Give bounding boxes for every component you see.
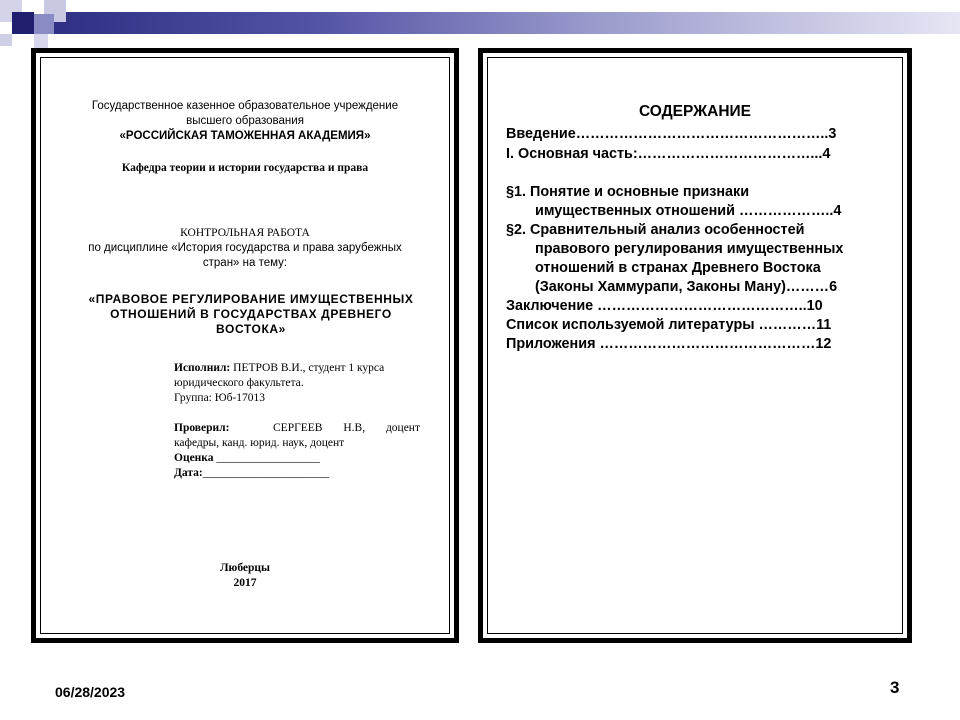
topic-line: ОТНОШЕНИЙ В ГОСУДАРСТВАХ ДРЕВНЕГО [110, 307, 392, 321]
date-label: Дата: [174, 467, 203, 479]
toc-entry: Приложения ………………………………………12 [506, 336, 832, 352]
toc-entry: §1. Понятие и основные признаки [506, 184, 750, 200]
toc-entry-continuation: (Законы Хаммурапи, Законы Ману)………6 [535, 279, 838, 295]
executor-label: Исполнил: [174, 362, 231, 374]
checker-label: Проверил: [174, 422, 230, 434]
checker-name: СЕРГЕЕВ Н.В, доцент [273, 422, 420, 434]
header-line: высшего образования [186, 115, 304, 127]
deco-square [0, 34, 12, 46]
grade-blank: __________________ [213, 452, 320, 464]
grade-label: Оценка [174, 452, 214, 464]
executor-block [174, 361, 420, 406]
slide-number: 3 [890, 678, 900, 697]
deco-square [34, 34, 48, 48]
deco-square [12, 12, 34, 34]
institution-header [56, 99, 434, 144]
checker-position: кафедры, канд. юрид. наук, доцент [174, 437, 345, 449]
toc-entry: I. Основная часть:………………………………...4 [506, 146, 831, 162]
discipline-line: по дисциплине «История государства и права зарубежных [88, 242, 402, 254]
toc-entry-continuation: правового регулирования имущественных [535, 241, 844, 257]
header-gradient-bar [44, 12, 960, 34]
academy-name: «РОССИЙСКАЯ ТАМОЖЕННАЯ АКАДЕМИЯ» [119, 130, 371, 142]
toc-entry: §2. Сравнительный анализ особенностей [506, 222, 805, 238]
toc-entry-continuation: имущественных отношений ………………..4 [535, 203, 842, 219]
date-blank: ______________________ [202, 467, 330, 479]
year: 2017 [233, 577, 257, 589]
work-type: КОНТРОЛЬНАЯ РАБОТА [180, 227, 310, 239]
header-line: Государственное казенное образовательное учреждение [91, 100, 399, 112]
city: Люберцы [219, 562, 271, 574]
topic-line: «ПРАВОВОЕ РЕГУЛИРОВАНИЕ ИМУЩЕСТВЕННЫХ [88, 292, 414, 306]
work-description [56, 226, 434, 271]
toc-entry: Список используемой литературы …………11 [506, 317, 832, 333]
topic-line: ВОСТОКА» [216, 322, 286, 336]
executor-faculty: юридического факультета. [174, 377, 304, 389]
toc-entry: Заключение ……………………………………..10 [506, 298, 823, 314]
title-page [31, 48, 459, 643]
contents-page [478, 48, 912, 643]
checker-block [174, 421, 420, 481]
executor-group: Группа: Юб-17013 [174, 392, 266, 404]
executor-name: ПЕТРОВ В.И., студент 1 курса [230, 362, 385, 374]
footer-date: 06/28/2023 [55, 684, 126, 700]
department-name: Кафедра теории и истории государства и права [121, 162, 369, 174]
toc-entry-continuation: отношений в странах Древнего Востока [535, 260, 821, 276]
discipline-line: стран» на тему: [202, 257, 288, 269]
work-topic [60, 292, 442, 337]
city-year [56, 561, 434, 591]
contents-title: СОДЕРЖАНИЕ [638, 103, 752, 120]
toc-entry: Введение……………………………………………..3 [506, 126, 837, 142]
deco-square [34, 14, 54, 34]
